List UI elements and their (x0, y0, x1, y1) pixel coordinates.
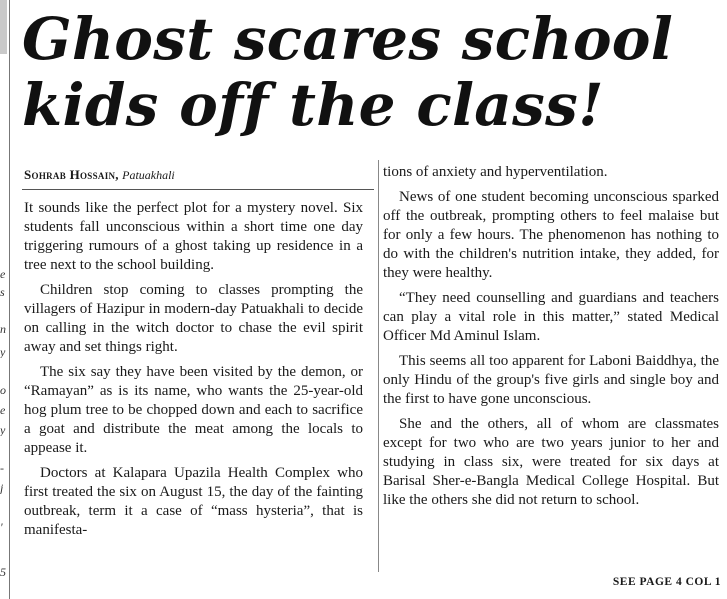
byline-author: Sohrab Hossain, (24, 167, 119, 182)
adjacent-article-edge (0, 0, 16, 599)
edge-fragment: o (0, 384, 6, 396)
edge-fragment: ' (0, 521, 3, 533)
article-column-2 (383, 163, 719, 516)
paragraph: She and the others, all of whom are classmates except for two who are two years junior to her and studying in class six, were treated for six days at Barisal Sher-e-Bangla Medical College Hospital. But like the others she did not return to school. (383, 416, 719, 508)
paragraph: Children stop coming to classes prompting the villagers of Hazipur in modern-day Patuakhali to decide on calling in the witch doctor to chase the evil spirit away and set things right. (24, 282, 363, 355)
paragraph: tions of anxiety and hyperventilation. (383, 164, 608, 180)
edge-fragment: e (0, 268, 6, 280)
paragraph: “They need counselling and guardians and teachers can play a vital role in this matter,” stated Medical Officer Md Aminul Islam. (383, 290, 719, 344)
adjacent-column-rule (9, 0, 10, 599)
paragraph: Doctors at Kalapara Upazila Health Complex who first treated the six on August 15, the day of the fainting outbreak, term it a case of “mass hysteria”, that is manifesta- (24, 465, 363, 538)
paragraph: News of one student becoming unconscious sparked off the outbreak, prompting others to feel malaise but for only a few hours. The phenomenon has nothing to do with the children's nutrition intake, they added, for they were healthy. (383, 189, 719, 281)
byline-location: Patuakhali (122, 168, 175, 182)
edge-fragment: j (0, 482, 4, 494)
edge-fragment: e (0, 404, 6, 416)
column-rule (378, 160, 379, 572)
paragraph: The six say they have been visited by the demon, or “Ramayan” as is its name, who wants the 25-year-old hog plum tree to be chopped down and each to sacrifice a goat and distribute the meat among the locals to appease it. (24, 364, 363, 456)
edge-fragment: s (0, 286, 5, 298)
paragraph: It sounds like the perfect plot for a mystery novel. Six students fall unconscious within a short time one day triggering rumours of a ghost taking up residence in a tree next to the school building. (24, 200, 363, 273)
edge-fragment: y (0, 424, 6, 436)
adjacent-article-shade (0, 0, 7, 54)
edge-fragment: 5 (0, 566, 6, 578)
edge-fragment: - (0, 462, 4, 474)
edge-fragment: y (0, 346, 6, 358)
byline-rule (22, 189, 374, 190)
paragraph: This seems all too apparent for Laboni Baiddhya, the only Hindu of the group's five girls and single boy and the first to have gone unconscious. (383, 353, 719, 407)
headline: Ghost scares school kids off the class! (22, 5, 674, 139)
article-column-1 (24, 199, 363, 546)
continuation-jump-line: SEE PAGE 4 COL 1 (612, 576, 721, 588)
byline (24, 167, 175, 183)
edge-fragment: n (0, 323, 6, 335)
